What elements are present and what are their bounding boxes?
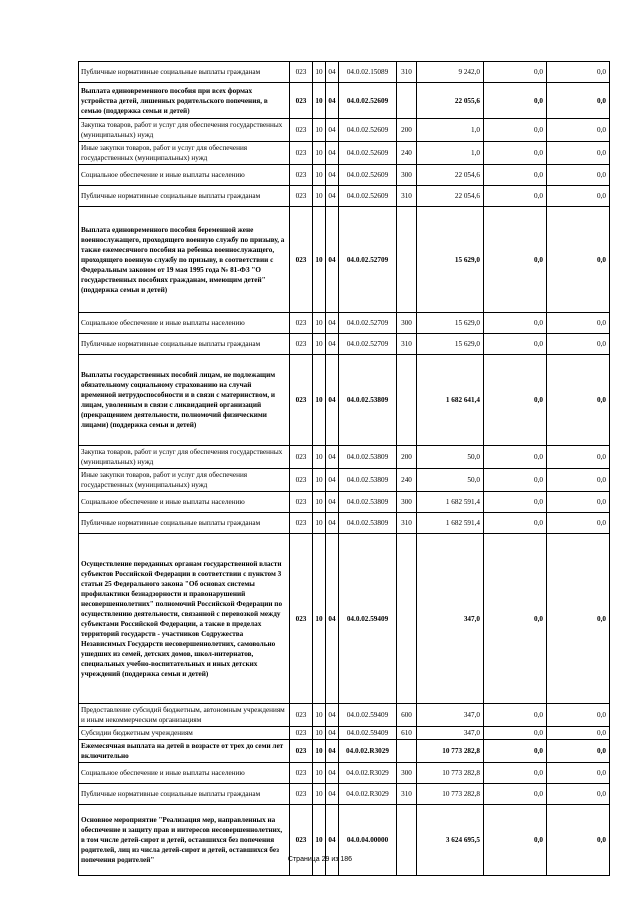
cell-csr: 04.0.02.52609 [339,165,397,186]
cell-gr: 023 [290,446,313,469]
cell-value-2: 0,0 [484,513,547,534]
cell-value-3: 0,0 [547,186,610,207]
cell-value-3: 0,0 [547,492,610,513]
row-name: Субсидии бюджетным учреждениям [79,727,290,740]
cell-pr: 04 [326,119,339,142]
cell-csr: 04.0.02.15089 [339,62,397,83]
cell-vr: 300 [397,313,417,334]
cell-value-1: 10 773 282,8 [417,784,484,805]
cell-gr: 023 [290,492,313,513]
cell-value-2: 0,0 [484,355,547,446]
cell-rz: 10 [313,355,326,446]
cell-csr: 04.0.02.53809 [339,513,397,534]
cell-csr: 04.0.02.59409 [339,727,397,740]
cell-csr: 04.0.02.59409 [339,534,397,704]
cell-rz: 10 [313,513,326,534]
cell-csr: 04.0.02.R3029 [339,763,397,784]
cell-gr: 023 [290,334,313,355]
cell-gr: 023 [290,62,313,83]
table-row [79,83,610,119]
table-row [79,355,610,446]
table-row [79,334,610,355]
cell-gr: 023 [290,513,313,534]
table-row [79,469,610,492]
cell-value-2: 0,0 [484,727,547,740]
cell-pr: 04 [326,704,339,727]
cell-gr: 023 [290,784,313,805]
cell-vr: 310 [397,334,417,355]
cell-value-1: 22 054,6 [417,186,484,207]
cell-value-2: 0,0 [484,119,547,142]
cell-value-1: 1 682 591,4 [417,492,484,513]
table-row [79,446,610,469]
cell-value-2: 0,0 [484,492,547,513]
cell-value-2: 0,0 [484,334,547,355]
cell-value-3: 0,0 [547,513,610,534]
cell-value-1: 1 682 591,4 [417,513,484,534]
cell-value-3: 0,0 [547,727,610,740]
cell-vr [397,207,417,313]
table-body [79,62,610,876]
cell-gr: 023 [290,119,313,142]
cell-value-3: 0,0 [547,83,610,119]
table-row [79,119,610,142]
row-name: Выплаты государственных пособий лицам, не подлежащим обязательному социальному страхованию на случай временной нетрудоспособности и в связи с материнством, и лицам, уволенным в связи с ликвидацией организаций (прекращением деятельности, полномочий физическими лицами) (поддержка семьи и детей) [79,355,290,446]
cell-value-3: 0,0 [547,446,610,469]
cell-gr: 023 [290,469,313,492]
row-name: Публичные нормативные социальные выплаты гражданам [79,62,290,83]
row-name: Иные закупки товаров, работ и услуг для обеспечения государственных (муниципальных) нужд [79,469,290,492]
table-row [79,492,610,513]
cell-value-1: 22 055,6 [417,83,484,119]
cell-rz: 10 [313,446,326,469]
cell-pr: 04 [326,740,339,763]
cell-vr [397,740,417,763]
cell-value-3: 0,0 [547,165,610,186]
cell-gr: 023 [290,83,313,119]
row-name: Закупка товаров, работ и услуг для обеспечения государственных (муниципальных) нужд [79,119,290,142]
cell-pr: 04 [326,513,339,534]
cell-gr: 023 [290,207,313,313]
cell-value-3: 0,0 [547,334,610,355]
cell-pr: 04 [326,727,339,740]
cell-pr: 04 [326,805,339,876]
cell-gr: 023 [290,727,313,740]
cell-csr: 04.0.02.53809 [339,469,397,492]
cell-value-1: 10 773 282,8 [417,763,484,784]
table-row [79,62,610,83]
cell-value-3: 0,0 [547,119,610,142]
cell-rz: 10 [313,534,326,704]
cell-value-1: 9 242,0 [417,62,484,83]
cell-gr: 023 [290,142,313,165]
cell-rz: 10 [313,469,326,492]
cell-pr: 04 [326,186,339,207]
cell-value-3: 0,0 [547,62,610,83]
cell-csr: 04.0.02.52709 [339,334,397,355]
cell-value-2: 0,0 [484,165,547,186]
row-name: Осуществление переданных органам государственной власти субъектов Российской Федерации в соответствии с пунктом 3 статьи 25 Федерального закона "Об основах системы профилактики безнадзорности и правонарушений несовершеннолетних" полномочий Российской Федерации по осуществлению деятельности, связанной с перевозкой между субъектами Российской Федерации, а также в пределах территорий государств - участников Содружества Независимых Государств несовершеннолетних, самовольно ушедших из семей, детских домов, школ-интернатов, специальных учебно-воспитательных и иных детских учреждений (поддержка семьи и детей) [79,534,290,704]
cell-pr: 04 [326,142,339,165]
cell-value-2: 0,0 [484,83,547,119]
page-footer: Страница 29 из 186 [287,856,353,863]
cell-pr: 04 [326,207,339,313]
cell-value-1: 347,0 [417,727,484,740]
cell-value-1: 1,0 [417,142,484,165]
cell-value-2: 0,0 [484,763,547,784]
cell-vr: 310 [397,513,417,534]
cell-value-1: 15 629,0 [417,313,484,334]
row-name: Публичные нормативные социальные выплаты гражданам [79,186,290,207]
cell-pr: 04 [326,313,339,334]
row-name: Иные закупки товаров, работ и услуг для обеспечения государственных (муниципальных) нужд [79,142,290,165]
cell-csr: 04.0.02.59409 [339,704,397,727]
cell-rz: 10 [313,142,326,165]
table-row [79,727,610,740]
cell-value-2: 0,0 [484,142,547,165]
cell-value-1: 347,0 [417,704,484,727]
cell-gr: 023 [290,805,313,876]
row-name: Публичные нормативные социальные выплаты гражданам [79,784,290,805]
cell-pr: 04 [326,784,339,805]
row-name: Публичные нормативные социальные выплаты гражданам [79,334,290,355]
cell-rz: 10 [313,740,326,763]
cell-value-1: 1,0 [417,119,484,142]
cell-pr: 04 [326,62,339,83]
cell-csr: 04.0.02.R3029 [339,740,397,763]
cell-pr: 04 [326,165,339,186]
cell-vr [397,534,417,704]
cell-value-3: 0,0 [547,207,610,313]
row-name: Социальное обеспечение и иные выплаты населению [79,313,290,334]
cell-rz: 10 [313,186,326,207]
cell-vr: 310 [397,62,417,83]
row-name: Социальное обеспечение и иные выплаты населению [79,492,290,513]
cell-gr: 023 [290,763,313,784]
cell-gr: 023 [290,534,313,704]
cell-pr: 04 [326,334,339,355]
cell-vr [397,83,417,119]
cell-value-2: 0,0 [484,186,547,207]
cell-rz: 10 [313,334,326,355]
budget-table [78,61,610,876]
cell-value-2: 0,0 [484,446,547,469]
row-name: Социальное обеспечение и иные выплаты населению [79,165,290,186]
cell-value-3: 0,0 [547,763,610,784]
cell-value-1: 22 054,6 [417,165,484,186]
cell-value-2: 0,0 [484,740,547,763]
table-row [79,142,610,165]
table-row [79,186,610,207]
cell-csr: 04.0.02.52609 [339,186,397,207]
cell-vr: 300 [397,763,417,784]
cell-value-2: 0,0 [484,469,547,492]
cell-vr: 600 [397,704,417,727]
table-row [79,534,610,704]
cell-value-2: 0,0 [484,207,547,313]
cell-rz: 10 [313,119,326,142]
cell-pr: 04 [326,446,339,469]
cell-gr: 023 [290,186,313,207]
table-row [79,513,610,534]
row-name: Ежемесячная выплата на детей в возрасте от трех до семи лет включительно [79,740,290,763]
cell-value-1: 50,0 [417,446,484,469]
cell-vr: 240 [397,469,417,492]
row-name: Закупка товаров, работ и услуг для обеспечения государственных (муниципальных) нужд [79,446,290,469]
cell-value-1: 3 624 695,5 [417,805,484,876]
cell-pr: 04 [326,534,339,704]
cell-csr: 04.0.02.52609 [339,142,397,165]
table-row [79,207,610,313]
cell-csr: 04.0.02.53809 [339,446,397,469]
cell-rz: 10 [313,805,326,876]
cell-csr: 04.0.02.52609 [339,119,397,142]
cell-value-1: 1 682 641,4 [417,355,484,446]
cell-value-3: 0,0 [547,740,610,763]
cell-value-1: 347,0 [417,534,484,704]
table-row [79,740,610,763]
cell-gr: 023 [290,165,313,186]
cell-value-2: 0,0 [484,534,547,704]
cell-csr: 04.0.02.52609 [339,83,397,119]
table-row [79,313,610,334]
row-name: Основное мероприятие "Реализация мер, направленных на обеспечение и защиту прав и интересов несовершеннолетних, в том числе детей-сирот и детей, оставшихся без попечения родителей, лиц из числа детей-сирот и детей, оставшихся без попечения родителей" [79,805,290,876]
cell-rz: 10 [313,62,326,83]
cell-vr: 300 [397,165,417,186]
row-name: Выплата единовременного пособия беременной жене военнослужащего, проходящего военную службу по призыву, а также ежемесячного пособия на ребенка военнослужащего, проходящего военную службу по призыву, в соответствии с Федеральным законом от 19 мая 1995 года № 81-ФЗ "О государственных пособиях гражданам, имеющим детей" (поддержка семьи и детей) [79,207,290,313]
cell-value-3: 0,0 [547,534,610,704]
cell-gr: 023 [290,355,313,446]
cell-value-2: 0,0 [484,805,547,876]
cell-gr: 023 [290,313,313,334]
cell-rz: 10 [313,763,326,784]
cell-pr: 04 [326,83,339,119]
cell-value-2: 0,0 [484,704,547,727]
cell-value-1: 10 773 282,8 [417,740,484,763]
cell-value-2: 0,0 [484,784,547,805]
cell-pr: 04 [326,763,339,784]
cell-value-3: 0,0 [547,313,610,334]
cell-rz: 10 [313,83,326,119]
cell-value-1: 15 629,0 [417,334,484,355]
cell-rz: 10 [313,727,326,740]
row-name: Социальное обеспечение и иные выплаты населению [79,763,290,784]
cell-csr: 04.0.02.R3029 [339,784,397,805]
cell-pr: 04 [326,492,339,513]
cell-vr: 310 [397,784,417,805]
cell-vr [397,805,417,876]
cell-rz: 10 [313,784,326,805]
cell-vr: 200 [397,119,417,142]
table-row [79,763,610,784]
cell-gr: 023 [290,704,313,727]
table-row [79,165,610,186]
cell-value-3: 0,0 [547,805,610,876]
cell-rz: 10 [313,313,326,334]
cell-pr: 04 [326,469,339,492]
table-row [79,784,610,805]
row-name: Предоставление субсидий бюджетным, автономным учреждениям и иным некоммерческим организациям [79,704,290,727]
table-row [79,805,610,876]
cell-gr: 023 [290,740,313,763]
cell-value-2: 0,0 [484,313,547,334]
cell-vr: 200 [397,446,417,469]
cell-vr: 240 [397,142,417,165]
cell-csr: 04.0.02.53809 [339,355,397,446]
cell-vr: 610 [397,727,417,740]
cell-vr: 310 [397,186,417,207]
row-name: Публичные нормативные социальные выплаты гражданам [79,513,290,534]
cell-rz: 10 [313,207,326,313]
cell-rz: 10 [313,492,326,513]
cell-value-1: 15 629,0 [417,207,484,313]
cell-csr: 04.0.02.53809 [339,492,397,513]
cell-csr: 04.0.04.00000 [339,805,397,876]
cell-pr: 04 [326,355,339,446]
cell-csr: 04.0.02.52709 [339,207,397,313]
cell-value-3: 0,0 [547,142,610,165]
cell-value-3: 0,0 [547,355,610,446]
cell-vr: 300 [397,492,417,513]
cell-vr [397,355,417,446]
cell-value-1: 50,0 [417,469,484,492]
cell-rz: 10 [313,165,326,186]
row-name: Выплата единовременного пособия при всех формах устройства детей, лишенных родительского попечения, в семью (поддержка семьи и детей) [79,83,290,119]
cell-value-3: 0,0 [547,704,610,727]
cell-value-3: 0,0 [547,469,610,492]
table-row [79,704,610,727]
cell-csr: 04.0.02.52709 [339,313,397,334]
cell-value-2: 0,0 [484,62,547,83]
cell-value-3: 0,0 [547,784,610,805]
cell-rz: 10 [313,704,326,727]
